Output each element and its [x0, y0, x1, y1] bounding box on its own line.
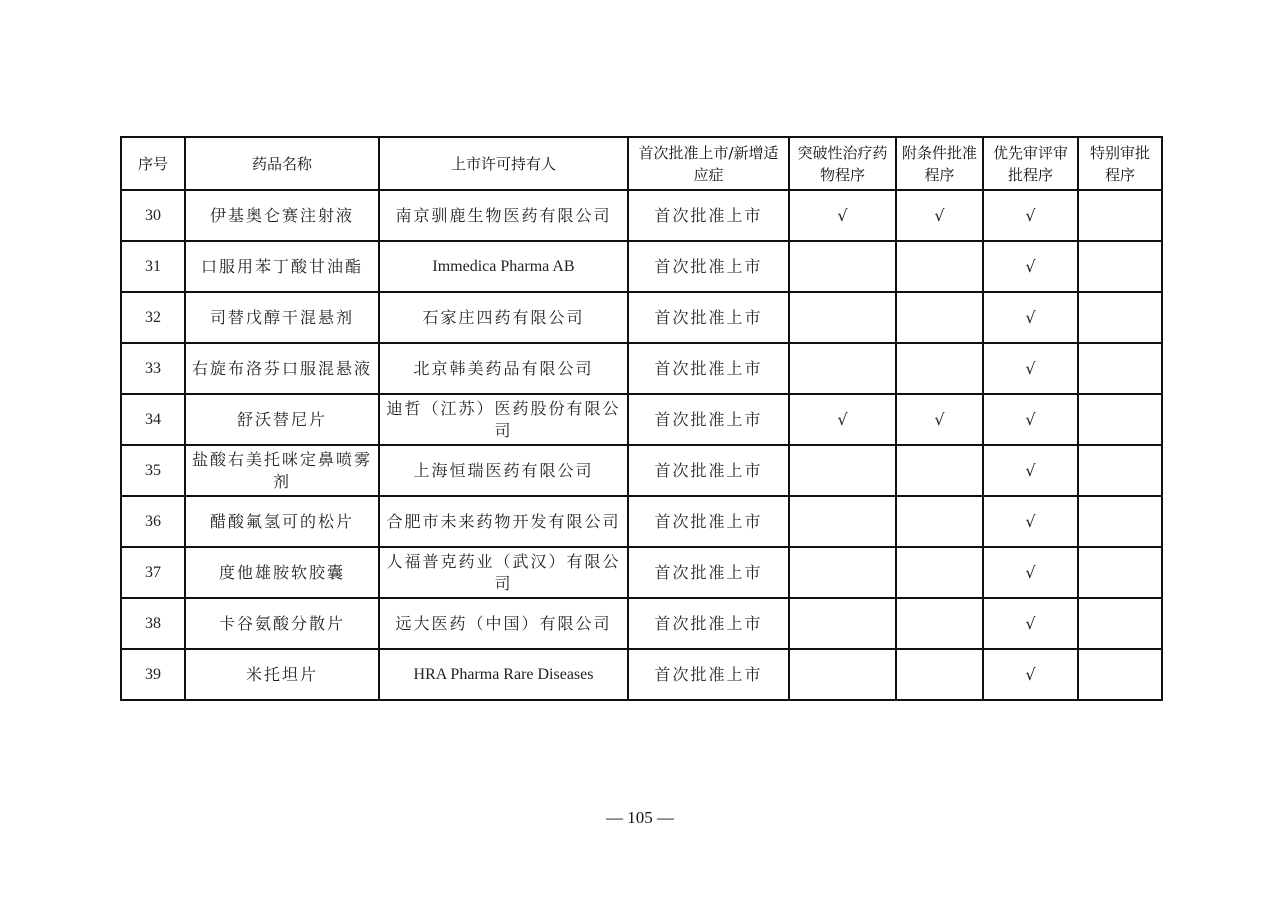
header-breakthrough-therapy: 突破性治疗药物程序: [789, 137, 896, 190]
page-number: — 105 —: [606, 808, 674, 827]
cell-drug-name: 卡谷氨酸分散片: [185, 598, 379, 649]
cell-approval-type: 首次批准上市: [628, 598, 789, 649]
cell-holder: 石家庄四药有限公司: [379, 292, 628, 343]
cell-approval-type: 首次批准上市: [628, 547, 789, 598]
cell-approval-type: 首次批准上市: [628, 649, 789, 700]
table-row: [121, 241, 1162, 292]
cell-serial-no: 34: [121, 394, 185, 445]
cell-serial-no: 37: [121, 547, 185, 598]
table-row: [121, 598, 1162, 649]
table-row: [121, 649, 1162, 700]
table-row: [121, 292, 1162, 343]
cell-priority: √: [983, 496, 1078, 547]
header-priority-review: 优先审评审批程序: [983, 137, 1078, 190]
cell-special: [1078, 547, 1162, 598]
header-special-approval: 特别审批程序: [1078, 137, 1162, 190]
cell-drug-name: 醋酸氟氢可的松片: [185, 496, 379, 547]
table-row: [121, 343, 1162, 394]
cell-drug-name: 舒沃替尼片: [185, 394, 379, 445]
cell-special: [1078, 496, 1162, 547]
cell-breakthrough: [789, 292, 896, 343]
cell-conditional: [896, 598, 983, 649]
header-drug-name: 药品名称: [185, 137, 379, 190]
cell-approval-type: 首次批准上市: [628, 445, 789, 496]
cell-holder: HRA Pharma Rare Diseases: [379, 649, 628, 700]
drug-approval-table: [120, 136, 1163, 701]
cell-drug-name: 口服用苯丁酸甘油酯: [185, 241, 379, 292]
cell-serial-no: 39: [121, 649, 185, 700]
header-conditional-approval: 附条件批准程序: [896, 137, 983, 190]
cell-drug-name: 度他雄胺软胶囊: [185, 547, 379, 598]
cell-approval-type: 首次批准上市: [628, 394, 789, 445]
table-row: [121, 496, 1162, 547]
cell-conditional: [896, 649, 983, 700]
cell-conditional: √: [896, 394, 983, 445]
cell-holder: 南京驯鹿生物医药有限公司: [379, 190, 628, 241]
cell-approval-type: 首次批准上市: [628, 241, 789, 292]
cell-special: [1078, 445, 1162, 496]
cell-holder: 远大医药（中国）有限公司: [379, 598, 628, 649]
cell-conditional: [896, 343, 983, 394]
cell-conditional: [896, 241, 983, 292]
cell-approval-type: 首次批准上市: [628, 292, 789, 343]
cell-serial-no: 33: [121, 343, 185, 394]
cell-breakthrough: [789, 343, 896, 394]
cell-serial-no: 38: [121, 598, 185, 649]
cell-drug-name: 盐酸右美托咪定鼻喷雾剂: [185, 445, 379, 496]
cell-approval-type: 首次批准上市: [628, 343, 789, 394]
cell-breakthrough: [789, 445, 896, 496]
cell-special: [1078, 241, 1162, 292]
cell-priority: √: [983, 292, 1078, 343]
table-row: [121, 190, 1162, 241]
cell-holder: 迪哲（江苏）医药股份有限公司: [379, 394, 628, 445]
cell-conditional: [896, 292, 983, 343]
table-row: [121, 445, 1162, 496]
cell-breakthrough: [789, 598, 896, 649]
cell-serial-no: 35: [121, 445, 185, 496]
cell-approval-type: 首次批准上市: [628, 190, 789, 241]
cell-holder: 北京韩美药品有限公司: [379, 343, 628, 394]
cell-priority: √: [983, 241, 1078, 292]
cell-priority: √: [983, 190, 1078, 241]
cell-priority: √: [983, 343, 1078, 394]
header-serial-no: 序号: [121, 137, 185, 190]
cell-conditional: [896, 496, 983, 547]
cell-breakthrough: √: [789, 190, 896, 241]
cell-special: [1078, 190, 1162, 241]
cell-breakthrough: √: [789, 394, 896, 445]
cell-drug-name: 米托坦片: [185, 649, 379, 700]
cell-breakthrough: [789, 649, 896, 700]
cell-priority: √: [983, 394, 1078, 445]
cell-priority: √: [983, 445, 1078, 496]
cell-special: [1078, 394, 1162, 445]
header-approval-type: 首次批准上市/新增适应症: [628, 137, 789, 190]
cell-conditional: [896, 547, 983, 598]
cell-drug-name: 司替戊醇干混悬剂: [185, 292, 379, 343]
cell-conditional: √: [896, 190, 983, 241]
table-row: [121, 547, 1162, 598]
table-row: [121, 394, 1162, 445]
header-marketing-holder: 上市许可持有人: [379, 137, 628, 190]
cell-holder: Immedica Pharma AB: [379, 241, 628, 292]
cell-serial-no: 30: [121, 190, 185, 241]
cell-drug-name: 右旋布洛芬口服混悬液: [185, 343, 379, 394]
cell-holder: 合肥市未来药物开发有限公司: [379, 496, 628, 547]
cell-holder: 上海恒瑞医药有限公司: [379, 445, 628, 496]
cell-approval-type: 首次批准上市: [628, 496, 789, 547]
cell-serial-no: 36: [121, 496, 185, 547]
cell-breakthrough: [789, 547, 896, 598]
cell-breakthrough: [789, 496, 896, 547]
cell-serial-no: 32: [121, 292, 185, 343]
cell-conditional: [896, 445, 983, 496]
cell-serial-no: 31: [121, 241, 185, 292]
cell-special: [1078, 649, 1162, 700]
cell-special: [1078, 598, 1162, 649]
cell-drug-name: 伊基奥仑赛注射液: [185, 190, 379, 241]
cell-special: [1078, 292, 1162, 343]
cell-priority: √: [983, 547, 1078, 598]
cell-holder: 人福普克药业（武汉）有限公司: [379, 547, 628, 598]
cell-priority: √: [983, 598, 1078, 649]
cell-breakthrough: [789, 241, 896, 292]
cell-priority: √: [983, 649, 1078, 700]
cell-special: [1078, 343, 1162, 394]
table-header-row: [121, 137, 1162, 190]
